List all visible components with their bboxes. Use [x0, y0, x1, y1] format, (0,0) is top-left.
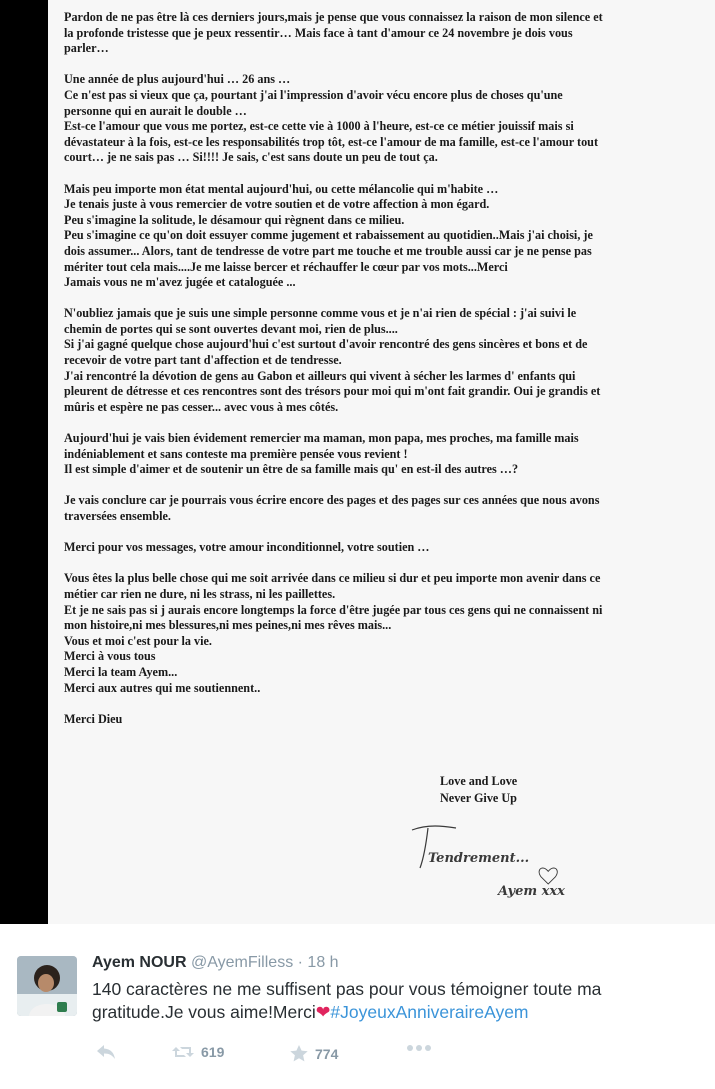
- letter-line: Ce n'est pas si vieux que ça, pourtant j'ai l'impression d'avoir vécu encore plus de choses qu'une: [64, 87, 563, 102]
- letter-paragraph: [64, 10, 695, 57]
- closing-line-1: Love and Love: [440, 774, 518, 788]
- letter-line: Merci à vous tous: [64, 649, 156, 664]
- letter-line: Une année de plus aujourd'hui … 26 ans …: [64, 72, 291, 87]
- letter-line: J'ai rencontré la dévotion de gens au Gabon et ailleurs qui vivent à sécher les larmes d' enfants qui: [64, 368, 576, 383]
- letter-line: chemin de portes qui se sont ouvertes devant moi, rien de plus....: [64, 321, 398, 336]
- tweet-text: [92, 978, 692, 1024]
- letter-line: mériter tout cela mais....Je me laisse bercer et réchauffer le cœur par vos mots...Merci: [64, 259, 508, 274]
- letter-line: la profonde tristesse que je peux ressentir… Mais face à tant d'amour ce 24 novembre je dois vous: [64, 25, 573, 40]
- author-name[interactable]: Ayem NOUR: [92, 954, 187, 971]
- letter-line: dois assumer... Alors, tant de tendresse de votre part me touche et me trouble aussi car je ne pense pas: [64, 243, 592, 258]
- retweet-icon: [171, 1044, 195, 1060]
- separator-dot: ·: [297, 954, 303, 971]
- letter-line: Il est simple d'aimer et de soutenir un être de sa famille mais qu' en est-il des autres …?: [64, 462, 519, 477]
- more-dots-icon: [406, 1044, 432, 1052]
- letter-paragraph: [64, 493, 695, 524]
- favorite-button[interactable]: [289, 1044, 338, 1063]
- letter-line: Je tenais juste à vous remercier de votre soutien et de votre affection à mon égard.: [64, 197, 490, 212]
- tweet-text-body: 140 caractères ne me suffisent pas pour vous témoigner toute ma gratitude.Je vous aime!Merci: [92, 979, 602, 1022]
- letter-line: parler…: [64, 41, 109, 56]
- letter-line: Merci pour vos messages, votre amour inconditionnel, votre soutien …: [64, 540, 430, 555]
- letter-line: Si j'ai gagné quelque chose aujourd'hui c'est surtout d'avoir rencontré des gens sincères et bons et de: [64, 337, 588, 352]
- letter-line: N'oubliez jamais que je suis une simple personne comme vous et je n'ai rien de spécial : j'ai suivi le: [64, 306, 577, 321]
- letter-line: Jamais vous ne m'avez jugée et cataloguée ...: [64, 275, 296, 290]
- letter-line: court… je ne sais pas … Si!!!! Je sais, c'est sans doute un peu de tout ça.: [64, 150, 438, 165]
- letter-line: Merci la team Ayem...: [64, 664, 178, 679]
- letter-line: indéniablement et sans conteste ma première pensée vous revient !: [64, 446, 408, 461]
- letter-line: Mais peu importe mon état mental aujourd'hui, ou cette mélancolie qui m'habite …: [64, 181, 499, 196]
- letter-line: pleurent de détresse et ces rencontres sont des trésors pour moi qui m'ont fait grandir. Oui je grandis et: [64, 384, 601, 399]
- signature-line-1: Tendrement...: [428, 851, 530, 866]
- author-handle[interactable]: @AyemFilless: [191, 954, 294, 971]
- letter-closing: [440, 773, 517, 807]
- reply-button[interactable]: [96, 1044, 116, 1060]
- letter-line: mon histoire,ni mes blessures,ni mes peines,ni mes rêves mais...: [64, 618, 392, 633]
- letter-line: Vous et moi c'est pour la vie.: [64, 633, 212, 648]
- letter-line: Merci aux autres qui me soutiennent..: [64, 680, 261, 695]
- letter-line: Vous êtes la plus belle chose qui me soit arrivée dans ce milieu si dur et peu importe mon avenir dans ce: [64, 571, 601, 586]
- letter-paragraph: [64, 72, 695, 166]
- letter-paragraph: [64, 712, 695, 728]
- favorite-count: 774: [315, 1045, 339, 1062]
- handwritten-signature: [398, 820, 588, 910]
- avatar-photo-icon: [17, 956, 77, 1016]
- avatar[interactable]: [17, 956, 77, 1016]
- letter-paragraph: [64, 182, 695, 291]
- letter-page: [48, 0, 715, 924]
- letter-line: Est-ce l'amour que vous me portez, est-ce cette vie à 1000 à l'heure, est-ce ce métier jouissif mais si: [64, 119, 574, 134]
- signature-heart-icon: [539, 868, 557, 884]
- reply-icon: [96, 1044, 116, 1060]
- letter-line: Pardon de ne pas être là ces derniers jours,mais je pense que vous connaissez la raison de mon silence et: [64, 10, 603, 24]
- letter-line: Aujourd'hui je vais bien évidement remercier ma maman, mon papa, mes proches, ma famille mais: [64, 431, 579, 446]
- closing-line-2: Never Give Up: [440, 791, 517, 805]
- letter-line: métier car rien ne dure, ni les strass, ni les paillettes.: [64, 586, 336, 601]
- more-button[interactable]: [406, 1044, 432, 1052]
- letter-line: traversées ensemble.: [64, 509, 171, 523]
- tweet-header: [92, 954, 339, 972]
- heart-icon: ❤: [315, 1002, 331, 1022]
- letter-line: personne qui en aurait le double …: [64, 103, 247, 118]
- letter-line: Peu s'imagine ce qu'on doit essuyer comme jugement et rabaissement au quotidien..Mais j'ai choisi, je: [64, 228, 593, 243]
- letter-line: dévastateur à la fois, est-ce les responsabilités trop tôt, est-ce l'amour de ma famille, est-ce l'amour tout: [64, 134, 599, 149]
- letter-line: Je vais conclure car je pourrais vous écrire encore des pages et des pages sur ces années que nous avons: [64, 493, 600, 508]
- letter-line: Peu s'imagine la solitude, le désamour qui règnent dans ce milieu.: [64, 212, 405, 227]
- retweet-count: 619: [201, 1044, 225, 1060]
- letter-body: [64, 10, 695, 727]
- letter-paragraph: [64, 540, 695, 556]
- letter-line: Merci Dieu: [64, 711, 123, 726]
- tweet-timestamp[interactable]: 18 h: [307, 954, 339, 971]
- star-icon: [289, 1044, 309, 1063]
- tweet: [0, 924, 715, 1089]
- hashtag-link[interactable]: #JoyeuxAnniveraireAyem: [330, 1002, 529, 1022]
- letter-line: mûris et espère ne pas cesser... avec vous à mes côtés.: [64, 399, 339, 414]
- letter-paragraph: [64, 306, 695, 415]
- letter-paragraph: [64, 431, 695, 478]
- letter-paragraph: [64, 571, 695, 696]
- retweet-button[interactable]: [171, 1044, 224, 1060]
- letter-line: Et je ne sais pas si j aurais encore longtemps la force d'être jugée par tous ces gens qui ne connaissent ni: [64, 602, 603, 617]
- signature-line-2: Ayem xxx: [498, 884, 565, 899]
- letter-line: recevoir de votre part tant d'affection et de tendresse.: [64, 353, 342, 368]
